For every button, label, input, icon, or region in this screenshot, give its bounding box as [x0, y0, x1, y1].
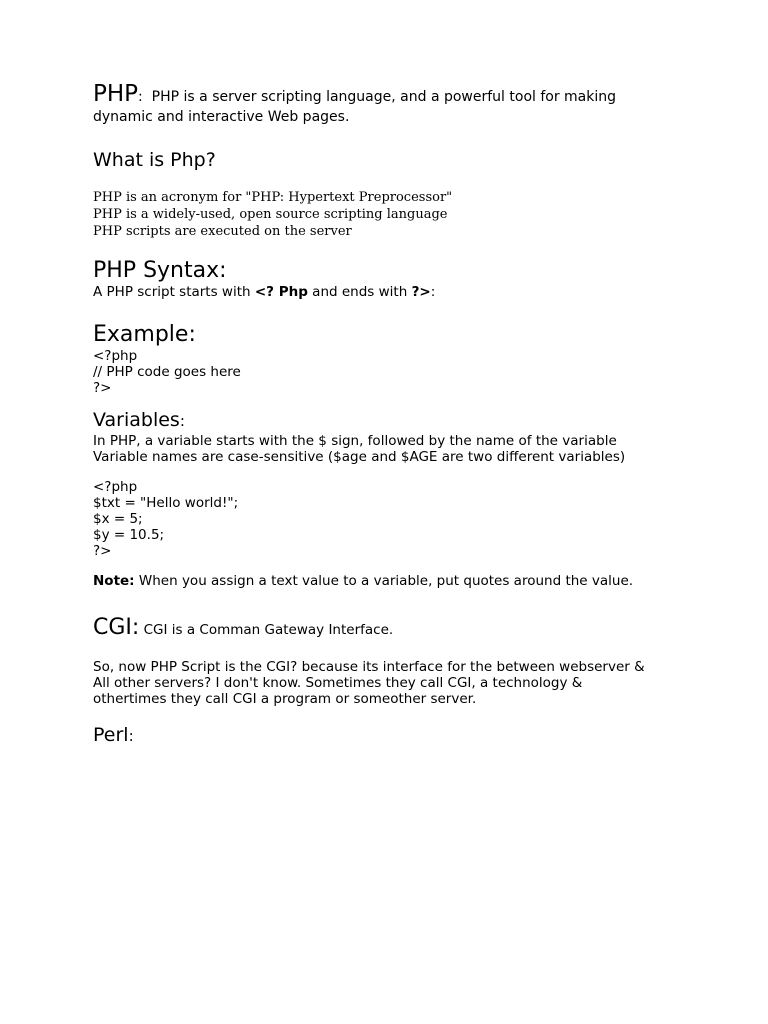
cgi-paragraph	[93, 659, 693, 707]
intro-colon: :	[138, 89, 143, 105]
intro-text: PHP is a server scripting language, and a powerful tool for making	[142, 89, 617, 105]
code-line: <?php	[93, 479, 138, 495]
intro-text-2: dynamic and interactive Web pages.	[93, 109, 350, 125]
code-line: ?>	[93, 543, 112, 559]
perl-heading-text: Perl	[93, 724, 129, 746]
note-text: When you assign a text value to a variable, put quotes around the value.	[134, 573, 634, 589]
example-code-block	[93, 348, 693, 396]
variables-code-block	[93, 479, 693, 559]
document-page	[93, 81, 693, 748]
what-is-php-list	[93, 189, 693, 240]
note-paragraph	[93, 573, 693, 589]
intro-paragraph	[93, 81, 693, 127]
intro-term: PHP	[93, 81, 139, 107]
php-syntax-heading: PHP Syntax:	[93, 258, 227, 283]
code-line: $x = 5;	[93, 511, 143, 527]
code-line: // PHP code goes here	[93, 364, 241, 380]
variables-heading-text: Variables	[93, 409, 180, 431]
what-is-php-heading: What is Php?	[93, 149, 216, 171]
cgi-paragraph-line: So, now PHP Script is the CGI? because its interface for the between webserver &	[93, 659, 645, 675]
code-line: $txt = "Hello world!";	[93, 495, 239, 511]
php-syntax-text	[93, 284, 693, 300]
syntax-suffix: :	[430, 284, 436, 300]
cgi-definition	[93, 615, 693, 643]
syntax-close-tag: ?>	[411, 284, 431, 300]
perl-heading-colon: :	[128, 727, 134, 745]
syntax-middle: and ends with	[307, 284, 412, 300]
variables-heading	[93, 408, 693, 433]
code-line: <?php	[93, 348, 138, 364]
cgi-paragraph-line: All other servers? I don't know. Sometimes they call CGI, a technology &	[93, 675, 583, 691]
variables-line: Variable names are case-sensitive ($age and $AGE are two different variables)	[93, 449, 626, 465]
cgi-paragraph-line: othertimes they call CGI a program or someother server.	[93, 691, 477, 707]
spacer	[93, 465, 693, 479]
syntax-open-tag: <? Php	[254, 284, 308, 300]
what-line: PHP is a widely-used, open source scripting language	[93, 207, 448, 222]
what-line: PHP is an acronym for "PHP: Hypertext Preprocessor"	[93, 190, 453, 205]
code-line: ?>	[93, 380, 112, 396]
variables-heading-colon: :	[179, 412, 185, 430]
cgi-term: CGI:	[93, 615, 140, 640]
variables-line: In PHP, a variable starts with the $ sign, followed by the name of the variable	[93, 433, 617, 449]
cgi-text: CGI is a Comman Gateway Interface.	[139, 622, 394, 638]
note-label: Note:	[93, 573, 135, 589]
variables-description	[93, 433, 693, 465]
code-line: $y = 10.5;	[93, 527, 165, 543]
perl-heading	[93, 723, 693, 748]
what-line: PHP scripts are executed on the server	[93, 224, 352, 239]
syntax-prefix: A PHP script starts with	[93, 284, 255, 300]
example-heading: Example:	[93, 322, 196, 347]
